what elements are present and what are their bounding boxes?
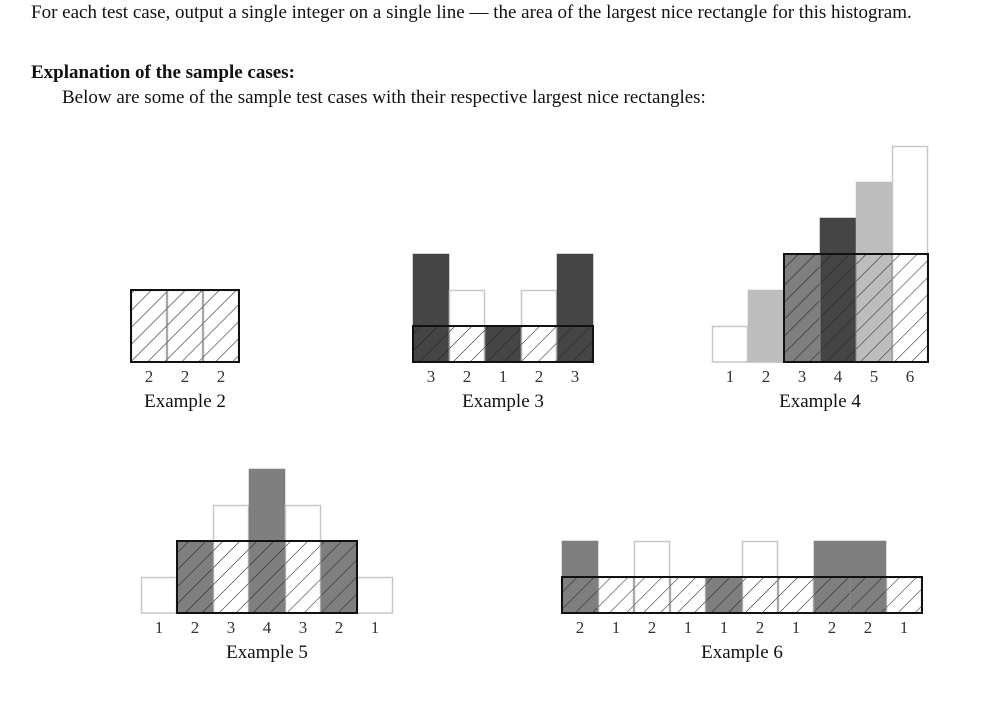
bar-height-label: 2 [180,367,190,386]
bar-height-label: 1 [154,618,164,637]
bar-height-label: 1 [683,618,693,637]
bar-height-label: 3 [298,618,308,637]
histogram-bar [749,291,784,363]
bar-height-label: 2 [334,618,344,637]
histogram-example-2 [131,290,239,412]
bar-height-label: 1 [899,618,909,637]
nice-rectangle-hatch [413,326,593,362]
bar-height-label: 2 [190,618,200,637]
output-description: For each test case, output a single integer on a single line — the area of the largest nice rectangle for this histogram. [31,2,912,23]
bar-height-label: 1 [370,618,380,637]
bar-height-label: 1 [719,618,729,637]
nice-rectangle-hatch [177,541,357,613]
explanation-heading: Explanation of the sample cases: [31,62,295,83]
bar-height-label: 5 [869,367,879,386]
bar-height-label: 2 [575,618,585,637]
nice-rectangle-hatch [131,290,239,362]
bar-height-label: 6 [905,367,915,386]
histogram-bar [142,578,177,614]
bar-height-label: 2 [216,367,226,386]
explanation-intro: Below are some of the sample test cases with their respective largest nice rectangles: [62,87,706,108]
bar-height-label: 2 [755,618,765,637]
example-caption: Example 6 [701,642,783,663]
bar-height-label: 3 [426,367,436,386]
histogram-example-5 [142,470,393,664]
bar-height-label: 2 [144,367,154,386]
bar-height-label: 2 [761,367,771,386]
bar-height-label: 3 [226,618,236,637]
example-caption: Example 4 [779,391,861,412]
example-caption: Example 5 [226,642,308,663]
histogram-example-6 [562,542,922,664]
histogram-bar [713,327,748,363]
histogram-example-4 [713,147,929,413]
bar-height-label: 3 [570,367,580,386]
bar-height-label: 4 [833,367,843,386]
histogram-example-3 [413,255,593,413]
bar-height-label: 1 [611,618,621,637]
example-caption: Example 2 [144,391,226,412]
bar-height-label: 4 [262,618,272,637]
bar-height-label: 1 [791,618,801,637]
bar-height-label: 2 [863,618,873,637]
bar-height-label: 2 [462,367,472,386]
bar-height-label: 2 [827,618,837,637]
bar-height-label: 2 [534,367,544,386]
example-caption: Example 3 [462,391,544,412]
bar-height-label: 2 [647,618,657,637]
histogram-bar [358,578,393,614]
bar-height-label: 3 [797,367,807,386]
bar-height-label: 1 [498,367,508,386]
bar-height-label: 1 [725,367,735,386]
